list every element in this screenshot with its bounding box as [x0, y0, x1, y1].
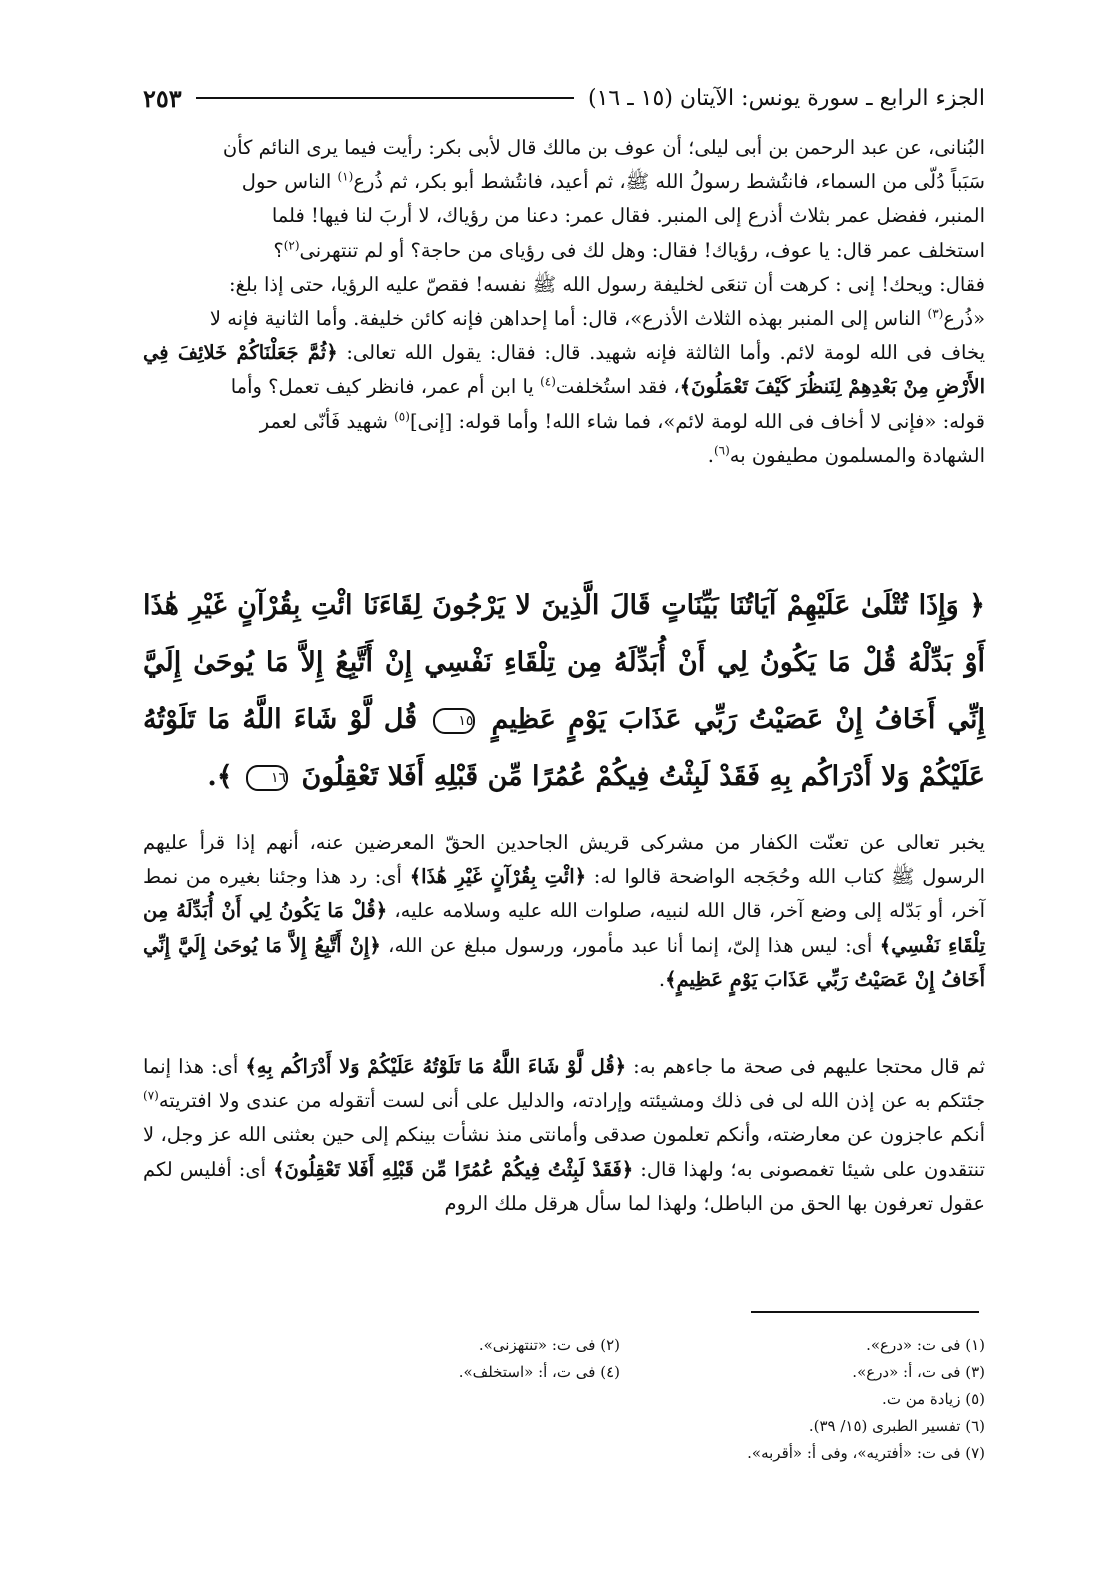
paragraph-tafsir-2: [143, 1050, 985, 1221]
paragraph-hadith: [143, 131, 985, 473]
footnote-marker: (٤): [540, 374, 556, 389]
text-line: فقال: ويحك! إنى : كرهت أن تنعَى لخليفة رسول الله ﷺ نفسه! فقصّ عليه الرؤيا، حتى إذا بلغ:: [228, 272, 985, 296]
verse-number: ١٥: [433, 708, 475, 734]
quran-verse-block: [143, 577, 985, 805]
paragraph-tafsir-1: [143, 826, 985, 997]
quran-quote: ﴿قُلْ مَا يَكُونُ لِي أَنْ أُبَدِّلَهُ مِن تِلْقَاءِ نَفْسِي﴾: [143, 899, 985, 957]
footnote-marker: (١): [337, 169, 354, 184]
text-line: استخلف عمر قال: يا عوف، رؤياك! فقال: وهل لك فى رؤياى من حاجة؟ أو لم تنتهرنى$^{(٢)}$؟: [273, 238, 985, 262]
text-paragraph: ثم قال محتجا عليهم فى صحة ما جاءهم به: ﴿قُل لَّوْ شَاءَ اللَّهُ مَا تَلَوْتُهُ عَلَيْكُمْ وَلا أَدْرَاكُم بِهِ﴾ أى: هذا إنما جئتكم به عن إذن الله لى فى ذلك ومشيئته وإرادته، والدليل على أنى لست أتقوله من عندى ولا افتريته$^{(٧)}$ أنكم عاجزون عن معارضته، وأنكم تعلمون صدقى وأمانتى منذ نشأت بينكم إلى حين بعثنى الله عز وجل، لا تنتقدون على شيئا تغمصونى به؛ ولهذا قال: ﴿فَقَدْ لَبِثْتُ فِيكُمْ عُمُرًا مِّن قَبْلِهِ أَفَلا تَعْقِلُونَ﴾ أى: أفليس لكم عقول تعرفون بها الحق من الباطل؛ ولهذا لما سأل هرقل ملك الروم: [143, 1055, 985, 1215]
text-line: قوله: «فإنى لا أخاف فى الله لومة لائم»، فما شاء الله! وأما قوله: [إنى]$^{(٥)}$ شهيد فَأنّى لعمر: [259, 409, 985, 433]
quran-quote: ﴿إِنْ أَتَّبِعُ إِلاَّ مَا يُوحَىٰ إِلَيَّ إِنِّي أَخَافُ إِنْ عَصَيْتُ رَبِّي عَذَابَ يَوْمٍ عَظِيمٍ﴾: [143, 933, 985, 991]
text-line: «ذُرع$^{(٣)}$ الناس إلى المنبر بهذه الثلاث الأذرع»، قال: أما إحداهن فإنه كائن خليفة. وأما الثانية فإنه لا: [209, 306, 985, 331]
quran-quote: ﴿فَقَدْ لَبِثْتُ فِيكُمْ عُمُرًا مِّن قَبْلِهِ أَفَلا تَعْقِلُونَ﴾: [273, 1157, 634, 1181]
page-number: ٢٥٣: [143, 83, 182, 113]
text-line: يخاف فى الله لومة لائم. وأما الثالثة فإنه شهيد. قال: فقال: يقول الله تعالى: ﴿ثُمَّ جَعَلْنَاكُمْ خَلائِفَ فِي الأَرْضِ مِنْ بَعْدِهِمْ لِنَنظُرَ كَيْفَ تَعْمَلُونَ﴾، فقد استُخلفت$^{(٤)}$ يا ابن أم عمر، فانظر كيف تعمل؟ وأما: [143, 341, 986, 399]
footnote: (٥) زيادة من ت.: [882, 1390, 985, 1408]
text-line: سَبَباً دُلّى من السماء، فانتُشط رسولُ الله ﷺ، ثم أعيد، فانتُشط أبو بكر، ثم ذُرع$^{(١)}$ الناس حول: [241, 169, 985, 194]
verse-number: ١٦: [246, 765, 288, 791]
footnote: (٦) تفسير الطبرى (١٥/ ٣٩).: [808, 1417, 985, 1435]
running-header: [143, 78, 985, 118]
footnote-marker: (٢): [283, 238, 300, 253]
text-paragraph: يخبر تعالى عن تعنّت الكفار من مشركى قريش الجاحدين الحقّ المعرضين عنه، أنهم إذا قرأ عليهم الرسول ﷺ كتاب الله وحُجَجه الواضحة قالوا له: ﴿ائْتِ بِقُرْآنٍ غَيْرِ هَٰذَا﴾ أى: رد هذا وجئنا بغيره من نمط آخر، أو بَدّله إلى وضع آخر، قال الله لنبيه، صلوات الله عليه وسلامه عليه، ﴿قُلْ مَا يَكُونُ لِي أَنْ أُبَدِّلَهُ مِن تِلْقَاءِ نَفْسِي﴾ أى: ليس هذا إلىّ، إنما أنا عبد مأمور، ورسول مبلغ عن الله، ﴿إِنْ أَتَّبِعُ إِلاَّ مَا يُوحَىٰ إِلَيَّ إِنِّي أَخَافُ إِنْ عَصَيْتُ رَبِّي عَذَابَ يَوْمٍ عَظِيمٍ﴾.: [143, 831, 985, 991]
footnote: (١) فى ت: «درع».: [866, 1336, 985, 1354]
header-rule: [196, 97, 574, 99]
footnote: (٢) فى ت: «تنتهزنى».: [478, 1336, 620, 1354]
text-line: البُنانى، عن عبد الرحمن بن أبى ليلى؛ أن عوف بن مالك قال لأبى بكر: رأيت فيما يرى النائم كأن: [222, 136, 985, 159]
verse-text: ﴿ وَإِذَا تُتْلَىٰ عَلَيْهِمْ آيَاتُنَا بَيِّنَاتٍ قَالَ الَّذِينَ لا يَرْجُونَ لِقَاءَنَا ائْتِ بِقُرْآنٍ غَيْرِ هَٰذَا أَوْ بَدِّلْهُ قُلْ مَا يَكُونُ لِي أَنْ أُبَدِّلَهُ مِن تِلْقَاءِ نَفْسِي إِنْ أَتَّبِعُ إِلاَّ مَا يُوحَىٰ إِلَيَّ إِنِّي أَخَافُ إِنْ عَصَيْتُ رَبِّي عَذَابَ يَوْمٍ عَظِيمٍ ١٥ قُل لَّوْ شَاءَ اللَّهُ مَا تَلَوْتُهُ عَلَيْكُمْ وَلا أَدْرَاكُم بِهِ فَقَدْ لَبِثْتُ فِيكُمْ عُمُرًا مِّن قَبْلِهِ أَفَلا تَعْقِلُونَ ١٦ ﴾.: [143, 590, 986, 792]
quran-quote: ﴿ثُمَّ جَعَلْنَاكُمْ خَلائِفَ فِي الأَرْضِ مِنْ بَعْدِهِمْ لِنَنظُرَ كَيْفَ تَعْمَلُونَ﴾: [143, 341, 985, 399]
text-line: الشهادة والمسلمون مطيفون به$^{(٦)}$.: [707, 443, 985, 467]
footnote: (٣) فى ت، أ: «درع».: [852, 1363, 985, 1381]
footnote-separator: [751, 1311, 979, 1313]
quran-quote: ﴿ائْتِ بِقُرْآنٍ غَيْرِ هَٰذَا﴾: [409, 865, 587, 889]
footnote-marker: (٧): [143, 1088, 159, 1103]
footnote-marker: (٥): [394, 409, 410, 424]
footnote: (٧) فى ت: «أفتريه»، وفى أ: «أقربه».: [747, 1444, 985, 1462]
footnote-marker: (٣): [927, 306, 944, 321]
footnote: (٤) فى ت، أ: «استخلف».: [458, 1363, 620, 1381]
text-line: المنبر، ففضل عمر بثلاث أذرع إلى المنبر. فقال عمر: دعنا من رؤياك، لا أربَ لنا فيها! فلما: [271, 204, 985, 228]
footnote-marker: (٦): [713, 443, 730, 458]
header-title: الجزء الرابع ـ سورة يونس: الآيتان (١٥ ـ ١٦): [588, 85, 985, 111]
footnotes: [143, 1332, 985, 1467]
quran-quote: ﴿قُل لَّوْ شَاءَ اللَّهُ مَا تَلَوْتُهُ عَلَيْكُمْ وَلا أَدْرَاكُم بِهِ﴾: [245, 1055, 627, 1078]
